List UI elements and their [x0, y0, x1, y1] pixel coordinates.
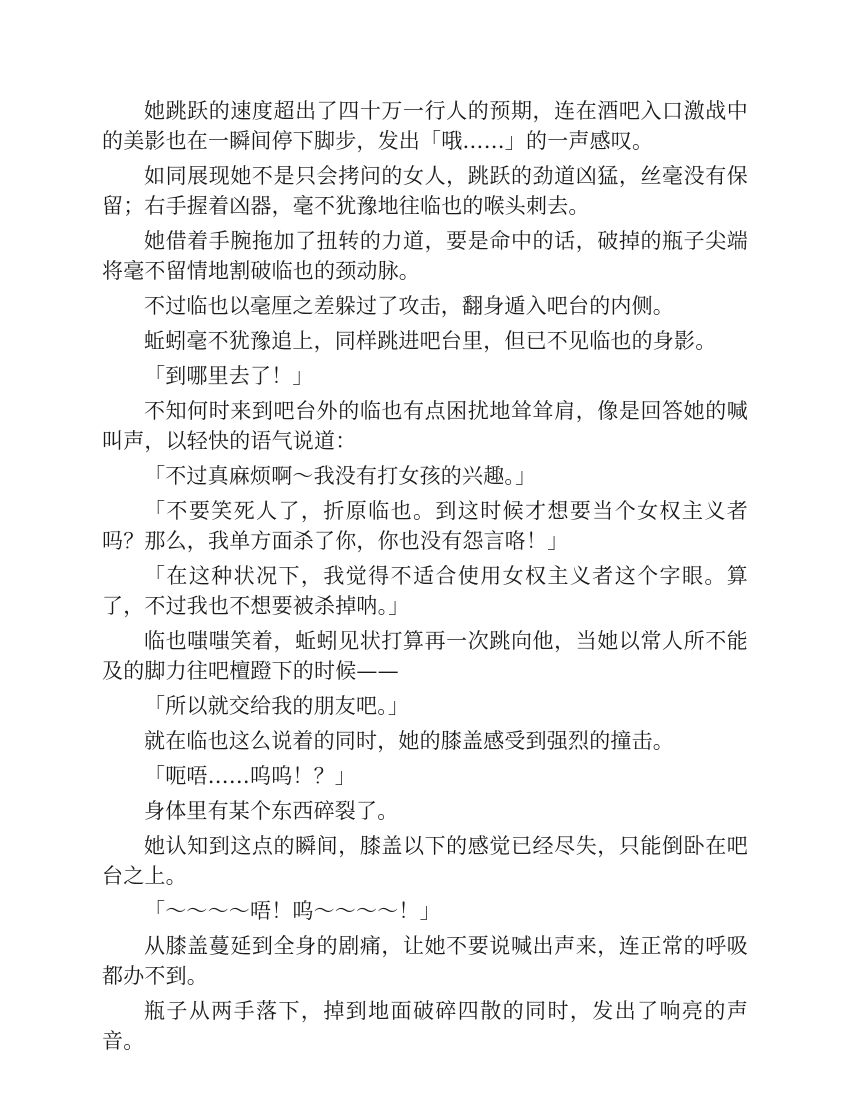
- paragraph-7: 不知何时来到吧台外的临也有点困扰地耸耸肩，像是回答她的喊叫声，以轻快的语气说道：: [102, 399, 748, 453]
- paragraph-8: 「不过真麻烦啊～我没有打女孩的兴趣。」: [144, 464, 537, 488]
- paragraph-3: 她借着手腕拖加了扭转的力道，要是命中的话，破掉的瓶子尖端将毫不留情地割破临也的颈动脉。: [102, 229, 748, 283]
- paragraph-15: 身体里有某个东西碎裂了。: [144, 799, 399, 823]
- paragraph-6: 「到哪里去了！」: [144, 364, 314, 388]
- paragraph-12: 「所以就交给我的朋友吧。」: [144, 694, 410, 718]
- paragraph-4: 不过临也以毫厘之差躲过了攻击，翻身遁入吧台的内侧。: [144, 294, 674, 318]
- paragraph-5: 蚯蚓毫不犹豫追上，同样跳进吧台里，但已不见临也的身影。: [144, 329, 717, 353]
- paragraph-17: 「～～～～唔！呜～～～～！」: [144, 899, 441, 923]
- paragraph-13: 就在临也这么说着的同时，她的膝盖感受到强烈的撞击。: [144, 729, 674, 753]
- paragraph-1: 她跳跃的速度超出了四十万一行人的预期，连在酒吧入口激战中的美影也在一瞬间停下脚步，发出「哦……」的一声感叹。: [102, 99, 748, 153]
- document-page: [102, 96, 748, 1061]
- paragraph-9: 「不要笑死人了，折原临也。到这时候才想要当个女权主义者吗？那么，我单方面杀了你，你也没有怨言咯！」: [102, 499, 748, 553]
- paragraph-11: 临也嗤嗤笑着，蚯蚓见状打算再一次跳向他，当她以常人所不能及的脚力往吧檀蹬下的时候——: [102, 629, 748, 683]
- paragraph-16: 她认知到这点的瞬间，膝盖以下的感觉已经尽失，只能倒卧在吧台之上。: [102, 834, 748, 888]
- paragraph-19: 瓶子从两手落下，掉到地面破碎四散的同时，发出了响亮的声音。: [102, 999, 748, 1053]
- paragraph-10: 「在这种状况下，我觉得不适合使用女权主义者这个字眼。算了，不过我也不想要被杀掉呐。」: [102, 564, 748, 618]
- paragraph-18: 从膝盖蔓延到全身的剧痛，让她不要说喊出声来，连正常的呼吸都办不到。: [102, 934, 748, 988]
- paragraph-2: 如同展现她不是只会拷问的女人，跳跃的劲道凶猛，丝毫没有保留；右手握着凶器，毫不犹豫地往临也的喉头刺去。: [102, 164, 748, 218]
- paragraph-14: 「呃唔……呜呜！？」: [144, 764, 356, 788]
